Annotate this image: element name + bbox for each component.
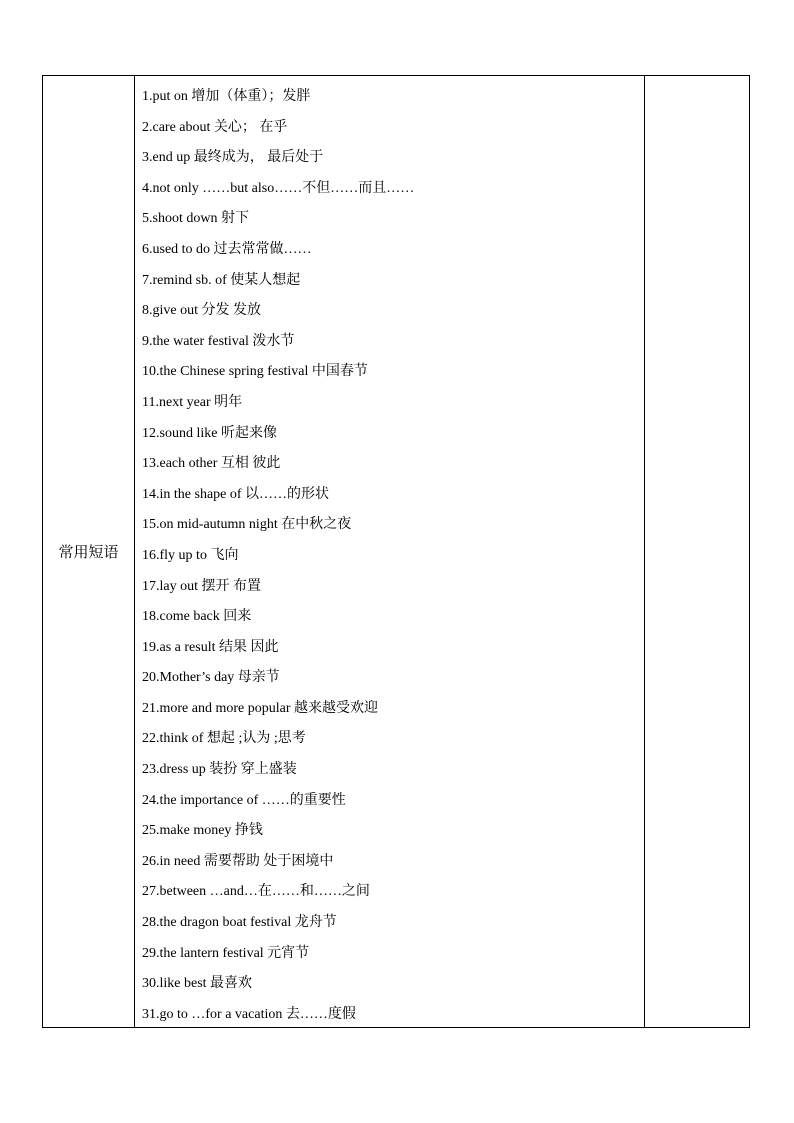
phrase-item: 7.remind sb. of 使某人想起 (142, 272, 301, 288)
category-cell (43, 76, 134, 1027)
phrase-item: 11.next year 明年 (142, 394, 243, 410)
phrase-item: 24.the importance of ……的重要性 (142, 792, 346, 808)
phrase-item: 31.go to …for a vacation 去……度假 (142, 1006, 356, 1022)
phrase-item: 9.the water festival 泼水节 (142, 333, 295, 349)
empty-notes-cell (645, 76, 749, 1027)
phrase-item: 17.lay out 摆开 布置 (142, 578, 261, 594)
phrase-item: 28.the dragon boat festival 龙舟节 (142, 915, 337, 931)
phrase-item: 23.dress up 装扮 穿上盛装 (142, 762, 297, 778)
phrase-item: 16.fly up to 飞向 (142, 547, 239, 563)
phrase-item: 30.like best 最喜欢 (142, 976, 253, 992)
phrase-item: 14.in the shape of 以……的形状 (142, 486, 330, 502)
phrase-item: 4.not only ……but also……不但……而且…… (142, 180, 415, 196)
column-divider (134, 76, 135, 1027)
phrase-item: 10.the Chinese spring festival 中国春节 (142, 364, 368, 380)
phrase-item: 8.give out 分发 发放 (142, 303, 261, 319)
phrase-item: 5.shoot down 射下 (142, 211, 249, 227)
category-label: 常用短语 (58, 543, 119, 561)
phrase-item: 20.Mother’s day 母亲节 (142, 670, 280, 686)
phrase-item: 27.between …and…在……和……之间 (142, 884, 370, 900)
phrase-item: 15.on mid-autumn night 在中秋之夜 (142, 517, 352, 533)
phrase-item: 29.the lantern festival 元宵节 (142, 945, 310, 961)
phrase-item: 18.come back 回来 (142, 609, 252, 625)
phrase-item: 1.put on 增加（体重）；发胖 (142, 89, 311, 104)
phrase-item: 12.sound like 听起来像 (142, 425, 277, 441)
phrase-table (42, 75, 750, 1028)
phrase-item: 3.end up 最终成为， 最后处于 (142, 150, 324, 166)
phrase-item: 21.more and more popular 越来越受欢迎 (142, 700, 379, 716)
phrase-item: 13.each other 互相 彼此 (142, 456, 281, 472)
phrase-item: 25.make money 挣钱 (142, 823, 263, 839)
phrase-item: 6.used to do 过去常常做…… (142, 241, 312, 257)
phrase-item: 22.think of 想起 ;认为 ;思考 (142, 731, 306, 747)
phrase-item: 19.as a result 结果 因此 (142, 639, 279, 655)
phrase-item: 26.in need 需要帮助 处于困境中 (142, 853, 334, 869)
phrase-item: 2.care about 关心； 在乎 (142, 119, 288, 135)
phrase-list (142, 82, 642, 1030)
